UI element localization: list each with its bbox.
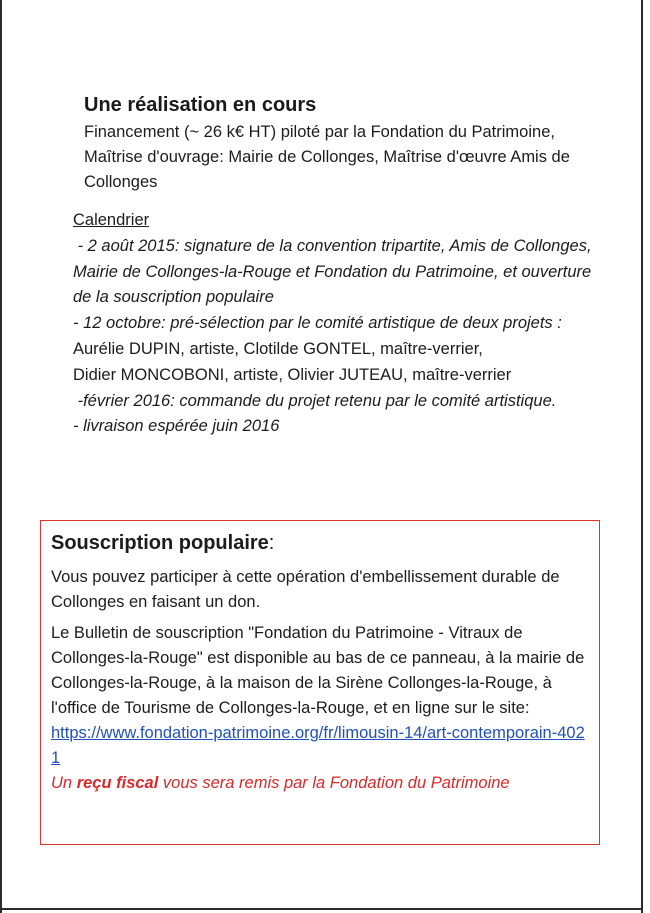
subscription-link[interactable]: https://www.fondation-patrimoine.org/fr/limousin-14/art-contemporain-4021 (51, 724, 585, 767)
project-status-section (84, 92, 604, 195)
financing-paragraph: Financement (~ 26 k€ HT) piloté par la Fondation du Patrimoine, Maîtrise d'ouvrage: Mairie de Collonges, Maîtrise d'œuvre Amis de Collonges (84, 123, 570, 191)
subscription-paragraph-2 (51, 621, 589, 796)
tax-receipt-note-suffix: vous sera remis par la Fondation du Patrimoine (158, 774, 510, 792)
subscription-title (51, 529, 589, 557)
section-heading: Une réalisation en cours (84, 94, 317, 116)
calendar-item-october: - 12 octobre: pré-sélection par le comité artistique de deux projets : (73, 314, 562, 333)
subscription-box (40, 520, 600, 845)
tax-receipt-note (51, 774, 510, 792)
subscription-paragraph-1: Vous pouvez participer à cette opération d'embellissement durable de Collonges en faisant un don. (51, 568, 560, 611)
calendar-item-august: - 2 août 2015: signature de la convention tripartite, Amis de Collonges, Mairie de Collonges-la-Rouge et Fondation du Patrimoine, et ouverture de la souscription populaire (73, 236, 597, 307)
page-border-right (641, 0, 643, 913)
calendar-item-delivery: - livraison espérée juin 2016 (73, 417, 280, 436)
subscription-title-text: Souscription populaire (51, 532, 269, 554)
tax-receipt-note-prefix: Un (51, 774, 77, 792)
calendar-title: Calendrier (73, 211, 150, 229)
subscription-title-colon: : (268, 532, 275, 554)
calendar-item-february: -février 2016: commande du projet retenu par le comité artistique. (73, 391, 557, 410)
page-border-bottom (0, 908, 643, 910)
page-border-left (0, 0, 2, 913)
artists-line-2: Didier MONCOBONI, artiste, Olivier JUTEAU, maître-verrier (73, 365, 512, 384)
subscription-paragraph-2-text: Le Bulletin de souscription "Fondation du Patrimoine - Vitraux de Collonges-la-Rouge" est disponible au bas de ce panneau, à la mairie de Collonges-la-Rouge, à la maison de la Sirène Collonges-la-Rouge, à l'office de Tourisme de Collonges-la-Rouge, et en ligne sur le site: (51, 624, 585, 717)
artists-line-1: Aurélie DUPIN, artiste, Clotilde GONTEL, maître-verrier, (73, 339, 483, 358)
tax-receipt-note-bold: reçu fiscal (76, 774, 159, 792)
calendar-section (73, 208, 613, 440)
